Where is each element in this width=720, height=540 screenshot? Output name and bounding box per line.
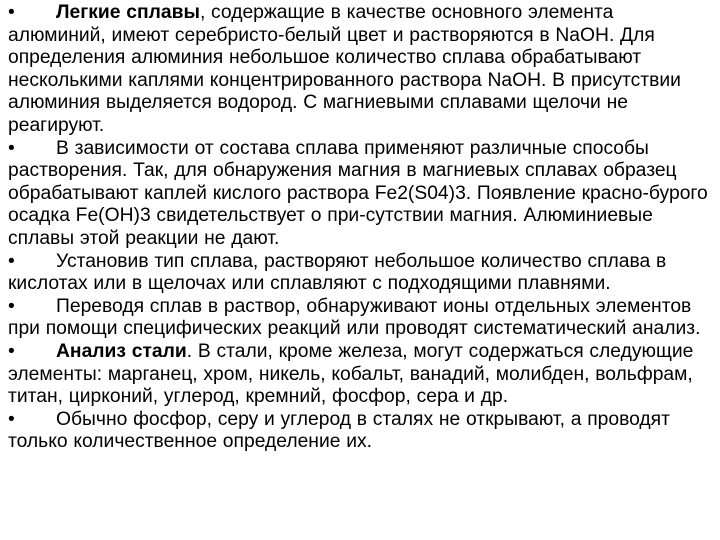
paragraph-alloy-type <box>8 251 714 296</box>
paragraph-text: В зависимости от состава сплава применяют различные способы растворения. Так, для обнаружения магния в магниевых сплавах образец обрабатывают каплей кислого раствора Fe2(S04)3. Появление красно-бурого осадка Fe(OH)3 свидетельствует о при-сутствии магния. Алюминиевые сплавы этой реакции не дают. <box>8 137 708 249</box>
bullet-marker: • <box>8 340 15 362</box>
paragraph-dissolution-methods <box>8 138 714 251</box>
bullet-marker: • <box>8 408 15 430</box>
bullet-marker: • <box>8 295 15 317</box>
paragraph-text: Переводя сплав в раствор, обнаруживают ионы отдельных элементов при помощи специфических реакций или проводят систематический анализ. <box>8 295 701 340</box>
paragraph-text: Установив тип сплава, растворяют небольшое количество сплава в кислотах или в щелочах или сплавляют с подходящими плавнями. <box>8 250 667 295</box>
paragraph-ion-detection <box>8 296 714 341</box>
paragraph-quantitative <box>8 409 714 454</box>
paragraph-text: Обычно фосфор, серу и углерод в сталях не открывают, а проводят только количественное определение их. <box>8 408 670 453</box>
term-light-alloys: Легкие сплавы <box>56 2 200 23</box>
paragraph-text: . В стали, кроме железа, могут содержаться следующие элементы: марганец, хром, никель, кобальт, ванадий, молибден, вольфрам, титан, цирконий, углерод, кремний, фосфор, сера и др. <box>8 340 694 408</box>
paragraph-light-alloys <box>8 2 714 138</box>
document-page <box>8 2 714 454</box>
bullet-marker: • <box>8 2 15 23</box>
paragraph-text: , содержащие в качестве основного элемента алюминий, имеют серебристо-белый цвет и растворяются в NaOH. Для определения алюминия небольшое количество сплава обрабатывают несколькими каплями концентрированного раствора NaOH. В присутствии алюминия выделяется водород. С магниевыми сплавами щелочи не реагируют. <box>8 2 681 136</box>
paragraph-steel-analysis <box>8 341 714 409</box>
bullet-marker: • <box>8 250 15 272</box>
bullet-marker: • <box>8 137 15 159</box>
term-steel-analysis: Анализ стали <box>56 340 187 362</box>
